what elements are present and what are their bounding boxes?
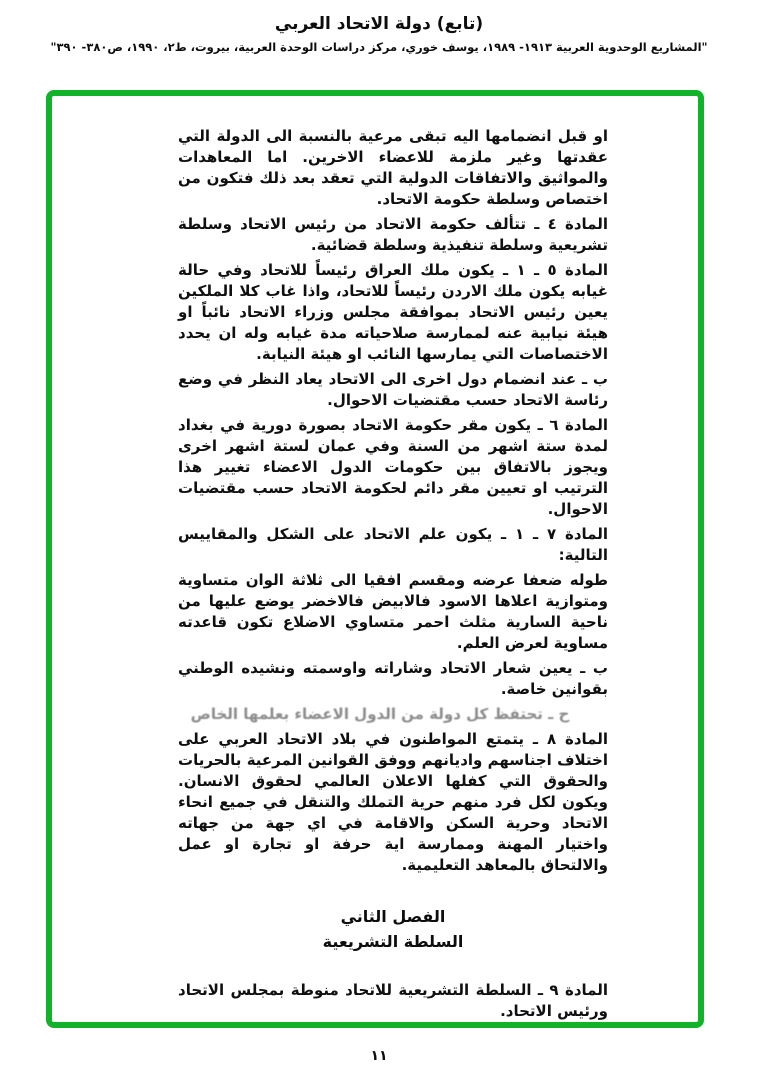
- content-border-frame: [46, 90, 704, 1028]
- page-number: ١١: [370, 1048, 388, 1064]
- paragraph-treaties: او قبل انضمامها اليه تبقى مرعية بالنسبة الى الدولة التي عقدتها وغير ملزمة للاعضاء الاخرين. اما المعاهدات والمواثيق والاتفاقات الدولية التي تعقد بعد ذلك فتكون من اختصاص وسلطة حكومة الاتحاد.: [178, 127, 608, 208]
- paragraph-article-4: المادة ٤ ـ تتألف حكومة الاتحاد من رئيس الاتحاد وسلطة تشريعية وسلطة تنفيذية وسلطة قضائية.: [178, 215, 608, 254]
- source-citation: "المشاريع الوحدوية العربية ١٩١٣- ١٩٨٩، يوسف خوري، مركز دراسات الوحدة العربية، بيروت، ط٢، ١٩٩٠، ص٣٨٠- ٣٩٠": [50, 40, 708, 54]
- page-header: [0, 0, 758, 54]
- paragraph-article-7c-faded: ح ـ تحتفظ كل دولة من الدول الاعضاء بعلمها الخاص: [190, 705, 570, 723]
- paragraph-article-7: المادة ٧ ـ ١ ـ يكون علم الاتحاد على الشكل والمقاييس التالية:: [178, 525, 608, 564]
- chapter-title: الفصل الثاني: [340, 907, 446, 926]
- paragraph-article-8: المادة ٨ ـ يتمتع المواطنون في بلاد الاتحاد العربي على اختلاف اجناسهم واديانهم ووفق القوانين المرعية بالحريات والحقوق التي كفلها الاعلان العالمي لحقوق الانسان. ويكون لكل فرد منهم حرية التملك والتنقل في جميع انحاء الاتحاد وحرية السكن والاقامة في اي جهة من جهاته واختيار المهنة وممارسة اية حرفة او تجارة او عمل والالتحاق بالمعاهد التعليمية.: [178, 730, 608, 874]
- paragraph-article-5b: ب ـ عند انضمام دول اخرى الى الاتحاد يعاد النظر في وضع رئاسة الاتحاد حسب مقتضيات الاحوال.: [178, 370, 608, 409]
- paragraph-article-6: المادة ٦ ـ يكون مقر حكومة الاتحاد بصورة دورية في بغداد لمدة ستة اشهر من السنة وفي عمان لستة اشهر اخرى ويجوز بالاتفاق بين حكومات الدول الاعضاء تغيير هذا الترتيب او تعيين مقر دائم لحكومة الاتحاد حسب مقتضيات الاحوال.: [178, 416, 608, 518]
- page-footer: [0, 1048, 758, 1064]
- paragraph-flag-description: طوله ضعفا عرضه ومقسم افقيا الى ثلاثة الوان متساوية ومتوازية اعلاها الاسود فالابيض فالاخضر يوضع عليها من ناحية السارية مثلث احمر متساوي الاضلاع تكون قاعدته مساوية لعرض العلم.: [178, 571, 608, 652]
- chapter-subtitle: السلطة التشريعية: [322, 932, 464, 951]
- document-body: [52, 96, 698, 1022]
- document-title: (تابع) دولة الاتحاد العربي: [274, 14, 484, 34]
- chapter-heading: [178, 904, 608, 954]
- paragraph-article-5: المادة ٥ ـ ١ ـ يكون ملك العراق رئيساً للاتحاد وفي حالة غيابه يكون ملك الاردن رئيساً للاتحاد، واذا غاب كلا الملكين يعين رئيس الاتحاد بموافقة مجلس وزراء الاتحاد نائباً او هيئة نيابية عنه لممارسة صلاحياته مدة غيابه وله ان يحدد الاختصاصات التي يمارسها النائب او هيئة النيابة.: [178, 261, 608, 363]
- paragraph-article-7b: ب ـ يعين شعار الاتحاد وشاراته واوسمته ونشيده الوطني بقوانين خاصة.: [178, 659, 608, 698]
- paragraph-article-9: المادة ٩ ـ السلطة التشريعية للاتحاد منوطة بمجلس الاتحاد ورئيس الاتحاد.: [178, 981, 608, 1020]
